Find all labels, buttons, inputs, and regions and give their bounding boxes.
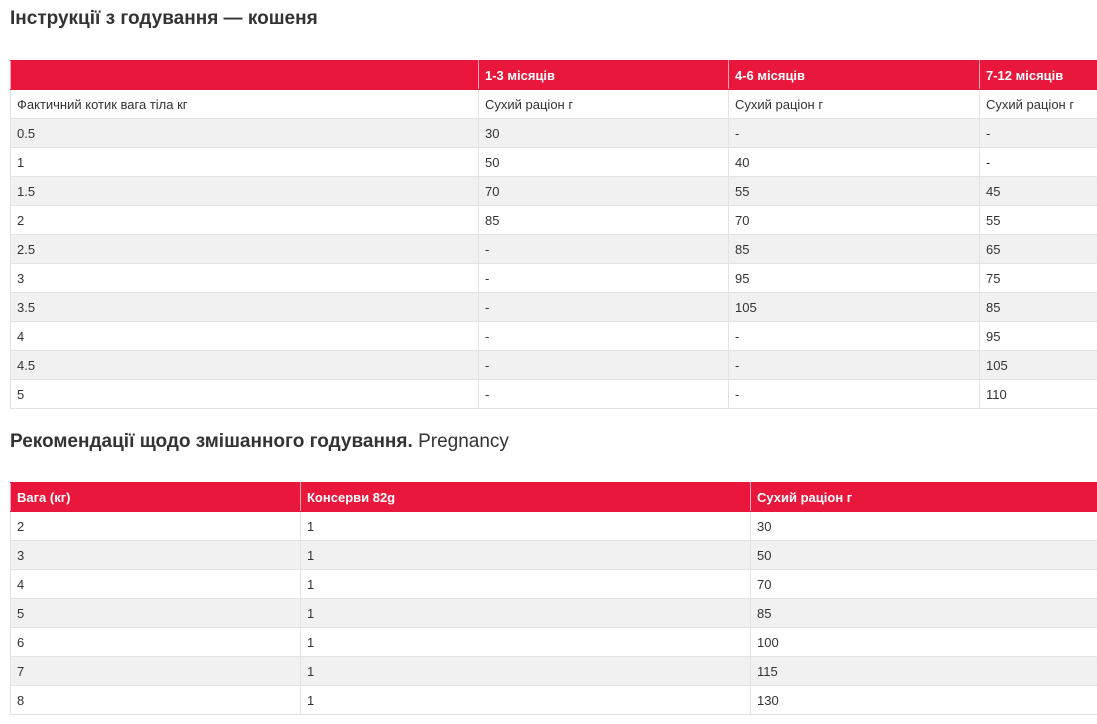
table-cell: 30 xyxy=(751,512,1097,541)
table-row xyxy=(11,657,1097,686)
table-cell: 6 xyxy=(11,628,301,657)
table-cell: - xyxy=(980,148,1097,177)
table-cell: 100 xyxy=(751,628,1097,657)
table-cell: 2.5 xyxy=(11,235,479,264)
column-header-weight xyxy=(11,61,479,90)
table-cell: 5 xyxy=(11,380,479,409)
table-cell: 110 xyxy=(980,380,1097,409)
table-cell: 130 xyxy=(751,686,1097,715)
subheader-cell: Сухий раціон г xyxy=(980,90,1097,119)
table-cell: 1 xyxy=(301,686,751,715)
column-header-4-6-months: 4-6 місяців xyxy=(729,61,980,90)
table-cell: 75 xyxy=(980,264,1097,293)
table-subheader-row xyxy=(11,90,1097,119)
table-cell: - xyxy=(479,264,729,293)
table-cell: 3.5 xyxy=(11,293,479,322)
table-cell: - xyxy=(479,351,729,380)
table-cell: 95 xyxy=(980,322,1097,351)
table-cell: - xyxy=(729,119,980,148)
mixed-feeding-table xyxy=(10,482,1097,715)
table-cell: 50 xyxy=(479,148,729,177)
table-row xyxy=(11,119,1097,148)
table-cell: 1 xyxy=(301,512,751,541)
table-cell: 7 xyxy=(11,657,301,686)
kitten-feeding-table xyxy=(10,60,1097,409)
table-cell: 50 xyxy=(751,541,1097,570)
table-row xyxy=(11,599,1097,628)
table-cell: 3 xyxy=(11,264,479,293)
table-row xyxy=(11,264,1097,293)
table-cell: 85 xyxy=(729,235,980,264)
table-cell: 4 xyxy=(11,322,479,351)
table-cell: 2 xyxy=(11,512,301,541)
table-cell: 1 xyxy=(301,541,751,570)
table-row xyxy=(11,148,1097,177)
table-cell: 0.5 xyxy=(11,119,479,148)
column-header-7-12-months: 7-12 місяців xyxy=(980,61,1097,90)
table-row xyxy=(11,512,1097,541)
table-cell: 1 xyxy=(301,599,751,628)
table-cell: 105 xyxy=(729,293,980,322)
table-row xyxy=(11,293,1097,322)
table-row xyxy=(11,235,1097,264)
table-cell: - xyxy=(980,119,1097,148)
table-cell: 1.5 xyxy=(11,177,479,206)
table-cell: 70 xyxy=(729,206,980,235)
column-header-dry-food: Сухий раціон г xyxy=(751,483,1097,512)
table-cell: 2 xyxy=(11,206,479,235)
table-cell: - xyxy=(479,235,729,264)
subheader-cell: Сухий раціон г xyxy=(479,90,729,119)
table-cell: 4 xyxy=(11,570,301,599)
table-header-row xyxy=(11,61,1097,90)
table-cell: 8 xyxy=(11,686,301,715)
table-cell: 5 xyxy=(11,599,301,628)
table-cell: 85 xyxy=(980,293,1097,322)
table-row xyxy=(11,570,1097,599)
column-header-1-3-months: 1-3 місяців xyxy=(479,61,729,90)
table-cell: 1 xyxy=(301,570,751,599)
table-cell: 55 xyxy=(729,177,980,206)
table-row xyxy=(11,322,1097,351)
table-cell: 3 xyxy=(11,541,301,570)
table-cell: 70 xyxy=(751,570,1097,599)
subheader-cell: Фактичний котик вага тіла кг xyxy=(11,90,479,119)
table-cell: 55 xyxy=(980,206,1097,235)
table-row xyxy=(11,351,1097,380)
column-header-canned-food: Консерви 82g xyxy=(301,483,751,512)
table-cell: - xyxy=(729,380,980,409)
column-header-weight-kg: Вага (кг) xyxy=(11,483,301,512)
table-cell: 115 xyxy=(751,657,1097,686)
subheader-cell: Сухий раціон г xyxy=(729,90,980,119)
table-cell: 1 xyxy=(301,628,751,657)
table-cell: 85 xyxy=(751,599,1097,628)
table-cell: - xyxy=(479,293,729,322)
mixed-feeding-title-suffix: Pregnancy xyxy=(418,431,509,452)
table-cell: 45 xyxy=(980,177,1097,206)
table-cell: 85 xyxy=(479,206,729,235)
table-cell: 70 xyxy=(479,177,729,206)
table-cell: - xyxy=(729,351,980,380)
mixed-feeding-title xyxy=(10,430,509,454)
table-row xyxy=(11,206,1097,235)
table-cell: 30 xyxy=(479,119,729,148)
table-cell: - xyxy=(479,380,729,409)
table-row xyxy=(11,380,1097,409)
table-cell: - xyxy=(729,322,980,351)
mixed-feeding-title-main: Рекомендації щодо змішанного годування. xyxy=(10,431,413,452)
table-cell: 1 xyxy=(301,657,751,686)
table-cell: 4.5 xyxy=(11,351,479,380)
table-cell: - xyxy=(479,322,729,351)
table-row xyxy=(11,541,1097,570)
table-row xyxy=(11,686,1097,715)
table-cell: 40 xyxy=(729,148,980,177)
table-cell: 65 xyxy=(980,235,1097,264)
table-row xyxy=(11,177,1097,206)
table-cell: 1 xyxy=(11,148,479,177)
kitten-feeding-title: Інструкції з годування — кошеня xyxy=(10,8,318,29)
table-cell: 95 xyxy=(729,264,980,293)
table-cell: 105 xyxy=(980,351,1097,380)
table-row xyxy=(11,628,1097,657)
table-header-row xyxy=(11,483,1097,512)
